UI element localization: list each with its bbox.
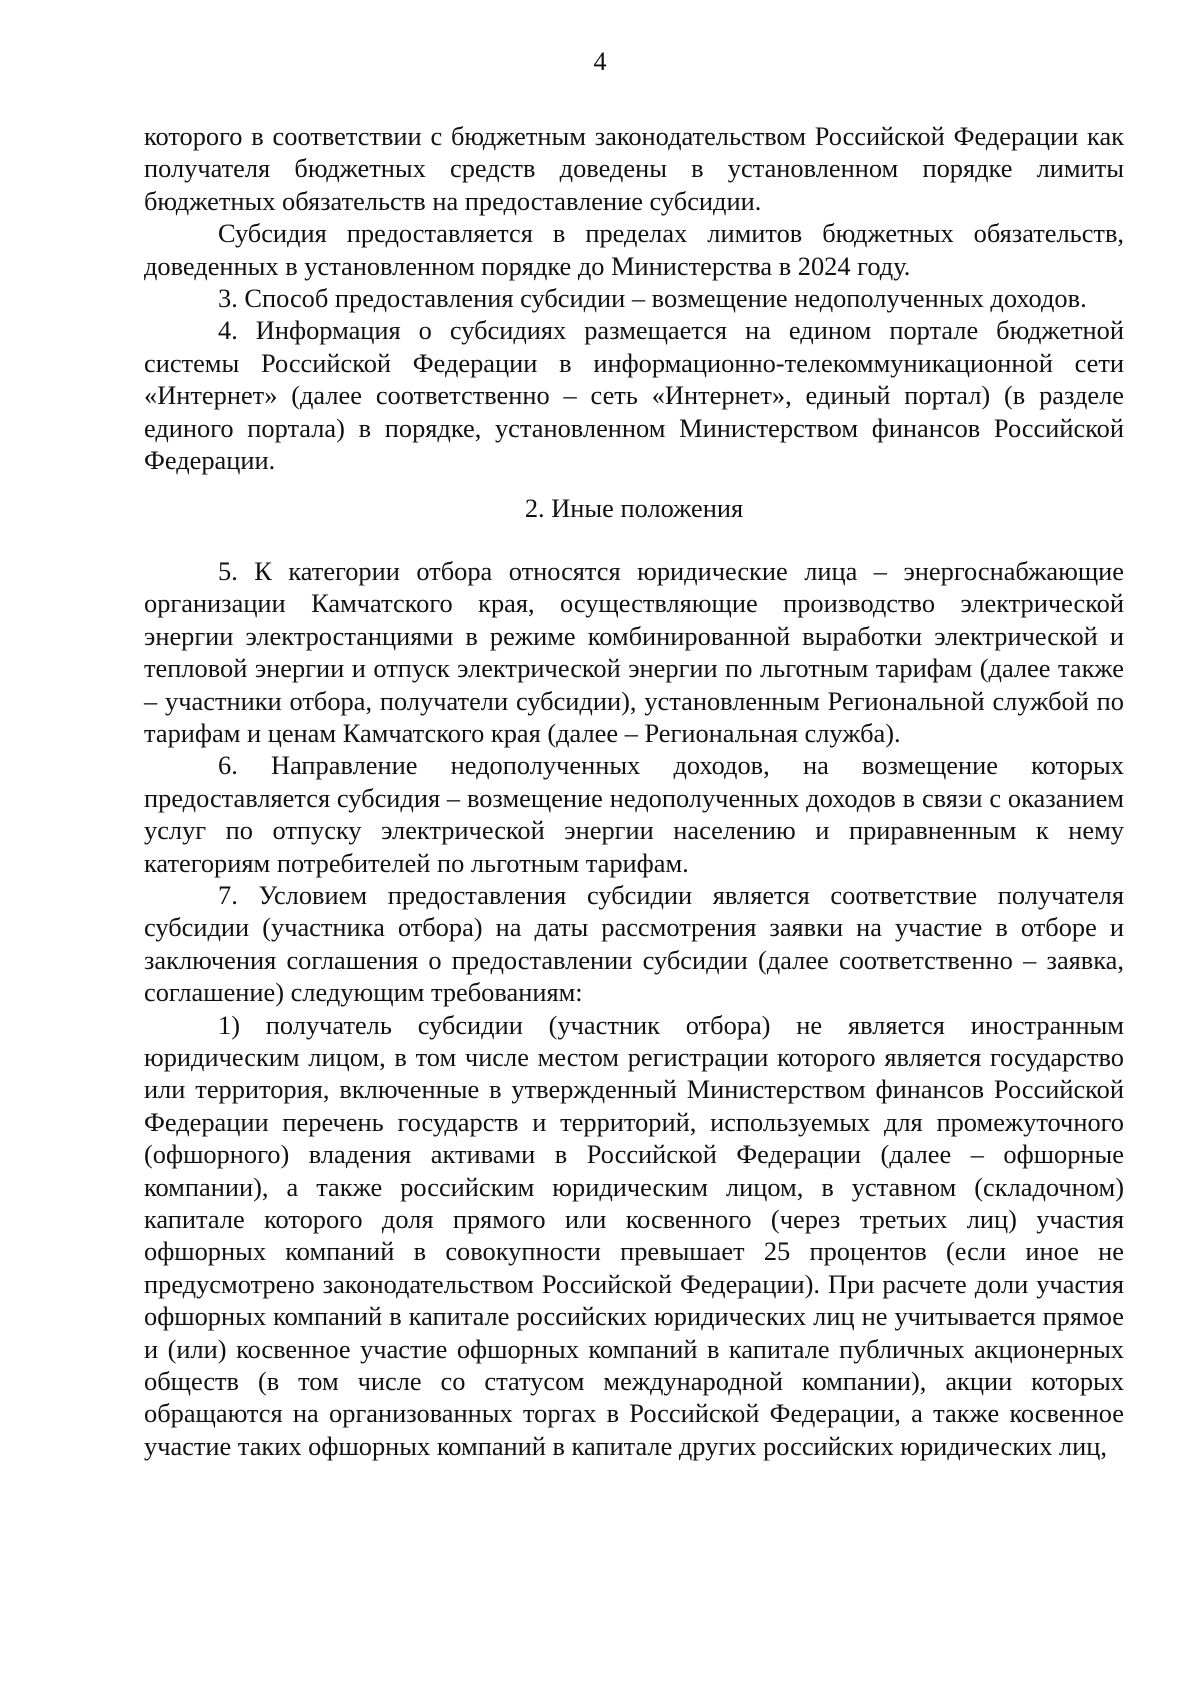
paragraph-item-7: 7. Условием предоставления субсидии является соответствие получателя субсидии (участника отбора) на даты рассмотрения заявки на участие в отборе и заключения соглашения о предоставлении субсидии (далее соответственно – заявка, соглашение) следующим требованиям: (144, 879, 1124, 1008)
paragraph-item-3: 3. Способ предоставления субсидии – возмещение недополученных доходов. (218, 283, 1087, 314)
paragraph-subsidy-limits: Субсидия предоставляется в пределах лимитов бюджетных обязательств, доведенных в установленном порядке до Министерства в 2024 году. (144, 218, 1124, 281)
paragraph-subitem-1: 1) получатель субсидии (участник отбора) не является иностранным юридическим лицом, в том числе местом регистрации которого является государство или территория, включенные в утвержденный Министерством финансов Российской Федерации перечень государств и территорий, используемых для промежуточного (офшорного) владения активами в Российской Федерации (далее – офшорные компании), а также российским юридическим лицом, в уставном (складочном) капитале которого доля прямого или косвенного (через третьих лиц) участия офшорных компаний в совокупности превышает 25 процентов (если иное не предусмотрено законодательством Российской Федерации). При расчете доли участия офшорных компаний в капитале российских юридических лиц не учитывается прямое и (или) косвенное участие офшорных компаний в капитале публичных акционерных обществ (в том числе со статусом международной компании), акции которых обращаются на организованных торгах в Российской Федерации, а также косвенное участие таких офшорных компаний в капитале других российских юридических лиц, (144, 1009, 1124, 1461)
paragraph-item-5: 5. К категории отбора относятся юридические лица – энергоснабжающие организации Камчатского края, осуществляющие производство электрической энергии электростанциями в режиме комбинированной выработки электрической и тепловой энергии и отпуск электрической энергии по льготным тарифам (далее также – участники отбора, получатели субсидии), установленным Региональной службой по тарифам и ценам Камчатского края (далее – Региональная служба). (144, 555, 1124, 748)
document-body (144, 120, 1124, 1462)
paragraph-continuation: которого в соответствии с бюджетным законодательством Российской Федерации как получателя бюджетных средств доведены в установленном порядке лимиты бюджетных обязательств на предоставление субсидии. (144, 121, 1124, 216)
paragraph-item-4: 4. Информация о субсидиях размещается на едином портале бюджетной системы Российской Федерации в информационно-телекоммуникационной сети «Интернет» (далее соответственно – сеть «Интернет», единый портал) (в разделе единого портала) в порядке, установленном Министерством финансов Российской Федерации. (144, 315, 1124, 476)
section-heading: 2. Иные положения (524, 493, 744, 524)
paragraph-item-6: 6. Направление недополученных доходов, на возмещение которых предоставляется субсидия – возмещение недополученных доходов в связи с оказанием услуг по отпуску электрической энергии населению и приравненным к нему категориям потребителей по льготным тарифам. (144, 750, 1124, 878)
page-number: 4 (593, 47, 607, 76)
